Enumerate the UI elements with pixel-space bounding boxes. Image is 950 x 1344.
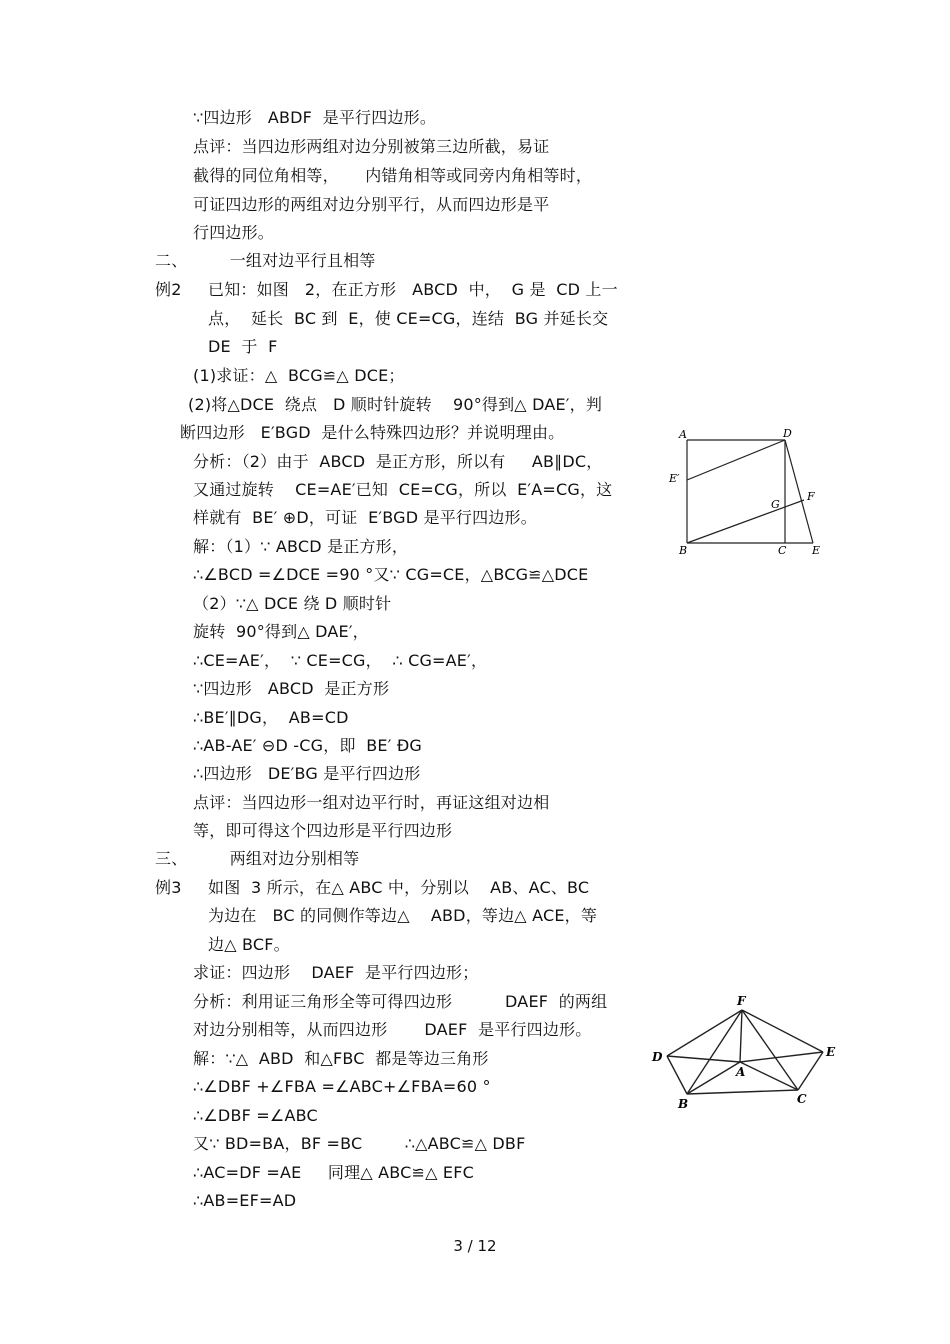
text-line-34: 解：∵△ ABD 和△FBC 都是等边三角形 xyxy=(193,1049,489,1068)
text-line-31: 求证：四边形 DAEF 是平行四边形； xyxy=(193,963,479,982)
text-line-22: ∴BE′∥DG， AB=CD xyxy=(193,708,349,727)
text-line-3: 截得的同位角相等， 内错角相等或同旁内角相等时， xyxy=(193,166,593,185)
segment-ec xyxy=(798,1052,823,1090)
text-line-4: 可证四边形的两组对边分别平行，从而四边形是平 xyxy=(193,195,550,214)
text-line-1: ∵四边形 ABDF 是平行四边形。 xyxy=(193,108,437,127)
text-line-26: 等，即可得这个四边形是平行四边形 xyxy=(193,821,453,840)
text-line-17: ∴∠BCD =∠DCE =90 °又∵ CG=CE，△BCG≌△DCE xyxy=(193,565,589,584)
text-line-20: ∴CE=AE′， ∵ CE=CG， ∴ CG=AE′， xyxy=(193,651,488,670)
text-line-23: ∴AB-AE′ ⊖D -CG，即 BE′ ÐG xyxy=(193,736,423,755)
text-line-39: ∴AB=EF=AD xyxy=(193,1191,297,1210)
text-line-18: （2）∵△ DCE 绕 D 顺时针 xyxy=(193,594,392,613)
label-e: E xyxy=(812,544,821,557)
example-2-title: 例2 已知：如图 2，在正方形 ABCD 中， G 是 CD 上一 xyxy=(155,280,618,299)
label-e-prime: E′ xyxy=(669,472,680,485)
text-line-37: 又∵ BD=BA，BF =BC ∴△ABC≌△ DBF xyxy=(193,1134,526,1153)
text-line-12: 断四边形 E′BGD 是什么特殊四边形？并说明理由。 xyxy=(180,423,565,442)
segment-fa xyxy=(740,1010,742,1062)
label-a: A xyxy=(679,428,687,441)
page-number: 3 / 12 xyxy=(453,1237,497,1255)
text-line-29: 为边在 BC 的同侧作等边△ ABD，等边△ ACE，等 xyxy=(208,906,598,925)
segment-bc xyxy=(687,1090,798,1094)
text-line-9: DE 于 F xyxy=(208,337,278,356)
segment-bf xyxy=(687,500,804,543)
segment-ac xyxy=(740,1062,798,1090)
example-3-title: 例3 如图 3 所示，在△ ABC 中，分别以 AB、AC、BC xyxy=(155,878,590,897)
label-d: D xyxy=(652,1050,663,1064)
label-c: C xyxy=(778,544,787,557)
text-line-35: ∴∠DBF +∠FBA =∠ABC+∠FBA=60 ° xyxy=(193,1077,491,1096)
text-line-24: ∴四边形 DE′BG 是平行四边形 xyxy=(193,764,421,783)
segment-ab xyxy=(687,1062,740,1094)
label-d: D xyxy=(783,427,792,440)
text-line-25: 点评：当四边形一组对边平行时，再证这组对边相 xyxy=(193,793,550,812)
text-line-14: 又通过旋转 CE=AE′已知 CE=CG，所以 E′A=CG，这 xyxy=(193,480,613,499)
segment-fc xyxy=(742,1010,798,1090)
label-g: G xyxy=(771,498,780,511)
text-line-36: ∴∠DBF =∠ABC xyxy=(193,1106,318,1125)
segment-da xyxy=(667,1056,740,1062)
label-f: F xyxy=(737,994,746,1008)
segment-fd xyxy=(667,1010,742,1056)
text-line-21: ∵四边形 ABCD 是正方形 xyxy=(193,679,390,698)
label-f: F xyxy=(807,490,815,503)
label-e: E xyxy=(826,1045,836,1059)
text-line-13: 分析：（2）由于 ABCD 是正方形，所以有 AB∥DC， xyxy=(193,452,603,471)
label-a: A xyxy=(736,1065,746,1079)
section-heading-2: 二、 一组对边平行且相等 xyxy=(155,251,376,270)
segment-fe xyxy=(742,1010,823,1052)
text-line-15: 样就有 BE′ ⊕D，可证 E′BGD 是平行四边形。 xyxy=(193,508,537,527)
text-line-38: ∴AC=DF =AE 同理△ ABC≌△ EFC xyxy=(193,1163,475,1182)
segment-ea xyxy=(740,1052,823,1062)
figure-2-diagram xyxy=(665,420,835,565)
text-line-32: 分析：利用证三角形全等可得四边形 DAEF 的两组 xyxy=(193,992,608,1011)
text-line-19: 旋转 90°得到△ DAE′， xyxy=(193,622,369,641)
text-line-8: 点， 延长 BC 到 E，使 CE=CG，连结 BG 并延长交 xyxy=(208,309,609,328)
text-line-10: (1)求证：△ BCG≌△ DCE； xyxy=(193,366,405,385)
segment-fb xyxy=(687,1010,742,1094)
label-c: C xyxy=(797,1092,807,1106)
text-line-16: 解：（1）∵ ABCD 是正方形， xyxy=(193,537,409,556)
section-heading-3: 三、 两组对边分别相等 xyxy=(155,849,360,868)
text-line-30: 边△ BCF。 xyxy=(208,935,290,954)
text-line-11: (2)将△DCE 绕点 D 顺时针旋转 90°得到△ DAE′，判 xyxy=(188,395,603,414)
text-line-2: 点评：当四边形两组对边分别被第三边所截，易证 xyxy=(193,137,550,156)
segment-e-prime-d xyxy=(687,440,785,480)
label-b: B xyxy=(679,544,688,557)
label-b: B xyxy=(678,1097,689,1111)
figure-3-diagram xyxy=(645,990,845,1115)
text-line-33: 对边分别相等，从而四边形 DAEF 是平行四边形。 xyxy=(193,1020,592,1039)
segment-db xyxy=(667,1056,687,1094)
text-line-5: 行四边形。 xyxy=(193,223,275,242)
